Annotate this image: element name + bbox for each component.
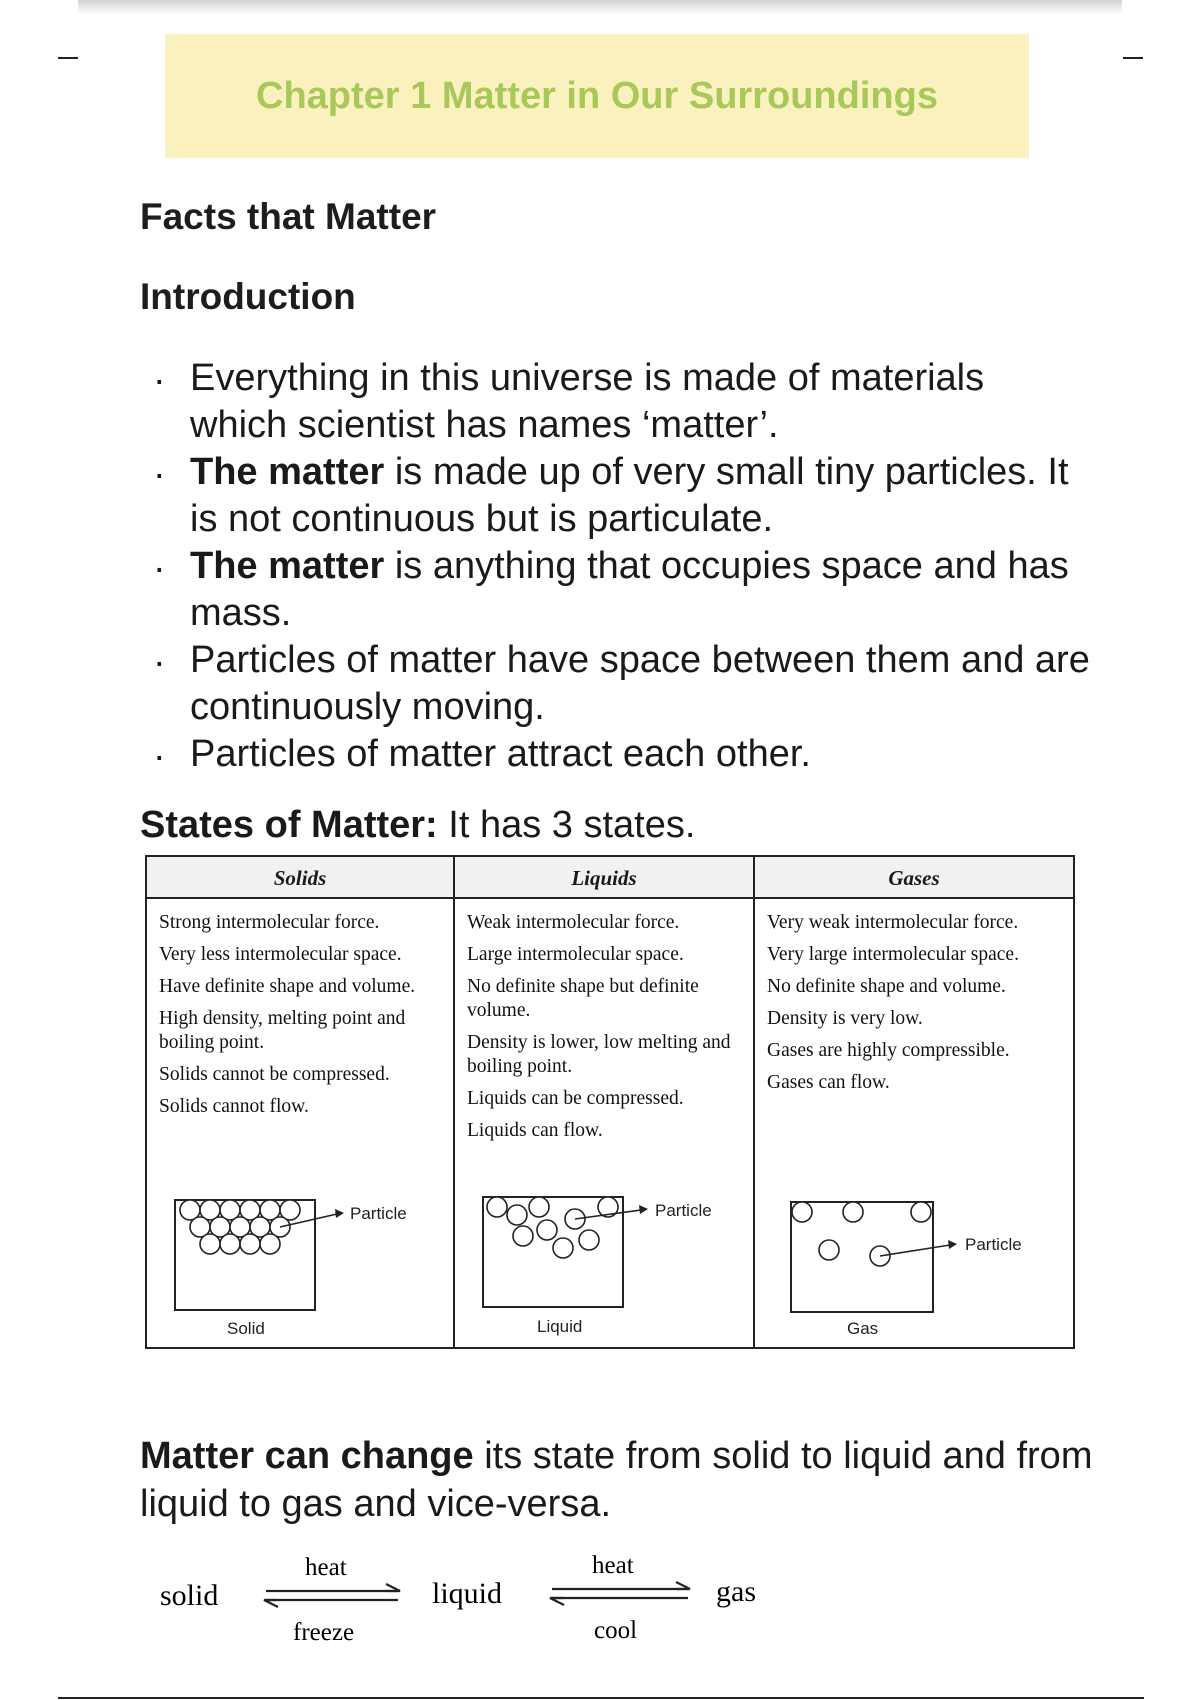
change-rest: its state from solid to liquid and from liquid to gas and vice-versa.	[140, 1435, 1093, 1525]
eq-arrowhead-back-2	[550, 1598, 564, 1605]
solid-caption: Solid	[227, 1319, 265, 1338]
eq-arrowhead-forward-2	[676, 1582, 690, 1589]
property: High density, melting point and boiling point.	[159, 1008, 406, 1053]
property: Strong intermolecular force.	[159, 912, 380, 933]
liquids-heading: Liquids	[455, 857, 753, 899]
gas-particle-diagram	[755, 1182, 1071, 1347]
eq-solid: solid	[160, 1579, 219, 1612]
intro-bullet: . The matter is anything that occupies space and has mass.	[150, 543, 1090, 637]
property: Liquids can flow.	[467, 1120, 603, 1141]
intro-bullet: . The matter is made up of very small tiny particles. It is not continuous but is particulate.	[150, 449, 1090, 543]
property: Weak intermolecular force.	[467, 912, 680, 933]
states-text: It has 3 states.	[437, 804, 696, 846]
left-edge-mark	[58, 57, 78, 59]
gases-heading: Gases	[755, 857, 1073, 899]
intro-heading: Introduction	[140, 276, 356, 317]
property: Gases can flow.	[767, 1072, 890, 1093]
eq-freeze: freeze	[293, 1619, 355, 1646]
change-bold: Matter can change	[140, 1435, 474, 1477]
right-edge-mark	[1123, 57, 1143, 59]
intro-bullet-list	[150, 355, 1090, 778]
liquid-caption: Liquid	[537, 1317, 583, 1336]
property: No definite shape and volume.	[767, 976, 1006, 997]
eq-cool: cool	[594, 1617, 638, 1644]
property: Very weak intermolecular force.	[767, 912, 1019, 933]
property: Large intermolecular space.	[467, 944, 684, 965]
eq-arrowhead-forward-1	[386, 1584, 400, 1591]
change-of-state-text	[140, 1432, 1100, 1528]
gas-container	[791, 1202, 933, 1312]
states-table	[145, 855, 1075, 1349]
gas-particle-label: Particle	[965, 1235, 1022, 1254]
eq-heat-2: heat	[592, 1552, 634, 1579]
property: Solids cannot flow.	[159, 1096, 309, 1117]
solids-properties	[147, 899, 453, 1119]
facts-heading: Facts that Matter	[140, 196, 437, 237]
property: Very large intermolecular space.	[767, 944, 1019, 965]
state-change-equation	[140, 1540, 800, 1650]
gas-particles	[792, 1202, 931, 1266]
property: Solids cannot be compressed.	[159, 1064, 390, 1085]
property: No definite shape but definite volume.	[467, 976, 699, 1021]
liquid-particles	[487, 1197, 618, 1258]
eq-heat-1: heat	[305, 1554, 347, 1581]
property: Have definite shape and volume.	[159, 976, 416, 997]
liquid-particle-diagram	[455, 1182, 753, 1347]
intro-bullet: . Particles of matter attract each other.	[150, 731, 1090, 778]
gas-pointer-arrowhead	[948, 1240, 957, 1249]
property: Density is lower, low melting and boiling point.	[467, 1032, 731, 1077]
solid-particle-diagram	[147, 1182, 453, 1347]
eq-arrowhead-back-1	[264, 1600, 278, 1607]
liquid-pointer-arrowhead	[639, 1205, 648, 1214]
gases-properties	[755, 899, 1073, 1095]
property: Density is very low.	[767, 1008, 923, 1029]
property: Gases are highly compressible.	[767, 1040, 1010, 1061]
bottom-rule	[58, 1697, 1144, 1699]
eq-liquid: liquid	[432, 1577, 503, 1610]
gases-column	[755, 857, 1073, 1347]
property: Liquids can be compressed.	[467, 1088, 684, 1109]
intro-bullet: . Everything in this universe is made of materials which scientist has names ‘matter’.	[150, 355, 1090, 449]
gas-caption: Gas	[847, 1319, 879, 1338]
chapter-banner	[165, 34, 1029, 158]
solid-particle-label: Particle	[350, 1204, 407, 1223]
states-label: States of Matter:	[140, 804, 438, 846]
solids-heading: Solids	[147, 857, 453, 899]
property: Very less intermolecular space.	[159, 944, 402, 965]
liquid-particle-label: Particle	[655, 1201, 712, 1220]
chapter-title: Chapter 1 Matter in Our Surroundings	[256, 74, 938, 117]
liquids-properties	[455, 899, 753, 1143]
solids-column	[147, 857, 455, 1347]
top-shadow	[78, 0, 1122, 14]
gas-pointer-line	[880, 1245, 950, 1256]
solid-pointer-arrowhead	[335, 1209, 344, 1218]
states-of-matter-line	[140, 804, 695, 847]
liquids-column	[455, 857, 755, 1347]
intro-bullet: . Particles of matter have space between them and are continuously moving.	[150, 637, 1090, 731]
eq-gas: gas	[716, 1575, 756, 1608]
